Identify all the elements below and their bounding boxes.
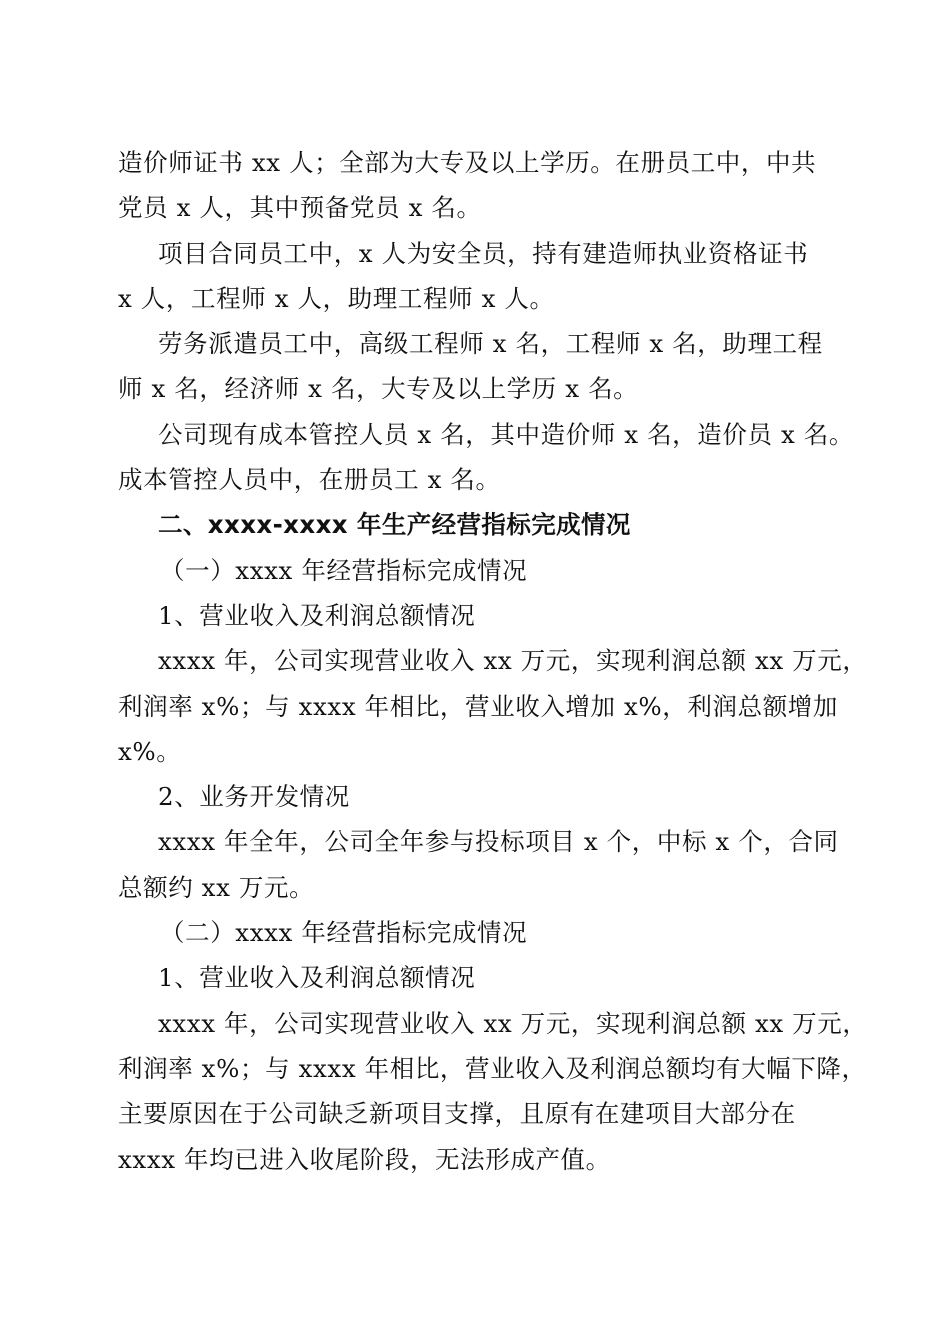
- item-heading: 1、营业收入及利润总额情况: [158, 600, 476, 630]
- body-text-line: 劳务派遣员工中，高级工程师 x 名，工程师 x 名，助理工程: [158, 329, 823, 359]
- body-text-line: x 人，工程师 x 人，助理工程师 x 人。: [118, 283, 555, 313]
- body-text-line: 利润率 x%；与 xxxx 年相比，营业收入及利润总额均有大幅下降，: [118, 1053, 867, 1083]
- section-heading: 二、xxxx-xxxx 年生产经营指标完成情况: [158, 510, 631, 540]
- body-text-line: 主要原因在于公司缺乏新项目支撑，且原有在建项目大部分在: [118, 1099, 796, 1129]
- body-text-line: xxxx 年，公司实现营业收入 xx 万元，实现利润总额 xx 万元，: [158, 1008, 868, 1038]
- item-heading: 1、营业收入及利润总额情况: [158, 963, 476, 993]
- body-text-line: 项目合同员工中，x 人为安全员，持有建造师执业资格证书: [158, 238, 809, 268]
- body-text-line: 总额约 xx 万元。: [118, 872, 315, 902]
- body-text-line: 师 x 名，经济师 x 名，大专及以上学历 x 名。: [118, 374, 639, 404]
- document-body: [118, 140, 868, 1182]
- body-text-line: 利润率 x%；与 xxxx 年相比，营业收入增加 x%，利润总额增加: [118, 691, 839, 721]
- subsection-heading: （一）xxxx 年经营指标完成情况: [160, 555, 528, 585]
- body-text-line: 造价师证书 xx 人；全部为大专及以上学历。在册员工中，中共: [118, 148, 817, 177]
- body-text-line: 党员 x 人，其中预备党员 x 名。: [118, 193, 482, 223]
- item-heading: 2、业务开发情况: [158, 782, 350, 812]
- subsection-heading: （二）xxxx 年经营指标完成情况: [160, 918, 528, 948]
- body-text-line: xxxx 年全年，公司全年参与投标项目 x 个，中标 x 个，合同: [158, 827, 839, 857]
- body-text-line: xxxx 年均已进入收尾阶段，无法形成产值。: [118, 1144, 611, 1174]
- body-text-line: 成本管控人员中，在册员工 x 名。: [118, 465, 501, 495]
- body-text-line: xxxx 年，公司实现营业收入 xx 万元，实现利润总额 xx 万元，: [158, 646, 868, 676]
- body-text-line: 公司现有成本管控人员 x 名，其中造价师 x 名，造价员 x 名。: [158, 419, 854, 449]
- body-text-line: x%。: [118, 736, 182, 766]
